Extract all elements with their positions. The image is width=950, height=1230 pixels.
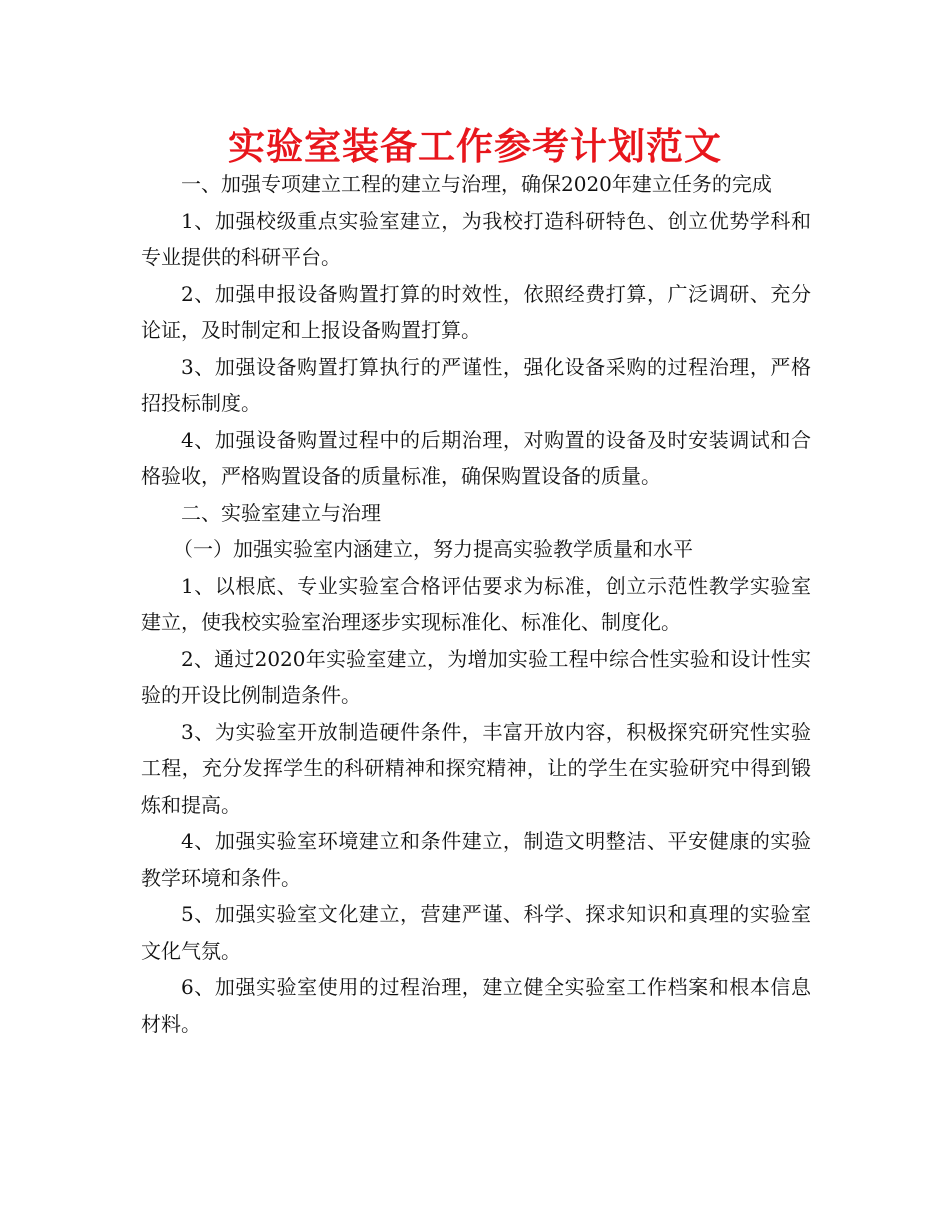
document-body <box>141 166 811 1042</box>
paragraph-1-4: 4、加强设备购置过程中的后期治理，对购置的设备及时安装调试和合格验收，严格购置设备的质量标准，确保购置设备的质量。 <box>141 427 811 488</box>
paragraph-2-1: 1、以根底、专业实验室合格评估要求为标准，创立示范性教学实验室建立，使我校实验室治理逐步实现标准化、标准化、制度化。 <box>141 573 811 634</box>
paragraph-2-3: 3、为实验室开放制造硬件条件，丰富开放内容，积极探究研究性实验工程，充分发挥学生的科研精神和探究精神，让的学生在实验研究中得到锻炼和提高。 <box>141 719 811 817</box>
section-heading-1: 一、加强专项建立工程的建立与治理，确保2020年建立任务的完成 <box>181 172 772 196</box>
paragraph-1-1: 1、加强校级重点实验室建立，为我校打造科研特色、创立优势学科和专业提供的科研平台。 <box>141 208 811 269</box>
document-title: 实验室装备工作参考计划范文 <box>228 125 722 168</box>
paragraph-2-4: 4、加强实验室环境建立和条件建立，制造文明整洁、平安健康的实验教学环境和条件。 <box>141 829 811 890</box>
paragraph-2-5: 5、加强实验室文化建立，营建严谨、科学、探求知识和真理的实验室文化气氛。 <box>141 902 811 963</box>
subsection-heading-2-1: （一）加强实验室内涵建立，努力提高实验教学质量和水平 <box>173 537 693 561</box>
paragraph-2-6: 6、加强实验室使用的过程治理，建立健全实验室工作档案和根本信息材料。 <box>141 975 811 1036</box>
section-heading-2: 二、实验室建立与治理 <box>181 500 381 525</box>
paragraph-1-2: 2、加强申报设备购置打算的时效性，依照经费打算，广泛调研、充分论证，及时制定和上报设备购置打算。 <box>141 281 811 342</box>
paragraph-2-2: 2、通过2020年实验室建立，为增加实验工程中综合性实验和设计性实验的开设比例制造条件。 <box>141 646 811 707</box>
paragraph-1-3: 3、加强设备购置打算执行的严谨性，强化设备采购的过程治理，严格招投标制度。 <box>141 354 811 415</box>
